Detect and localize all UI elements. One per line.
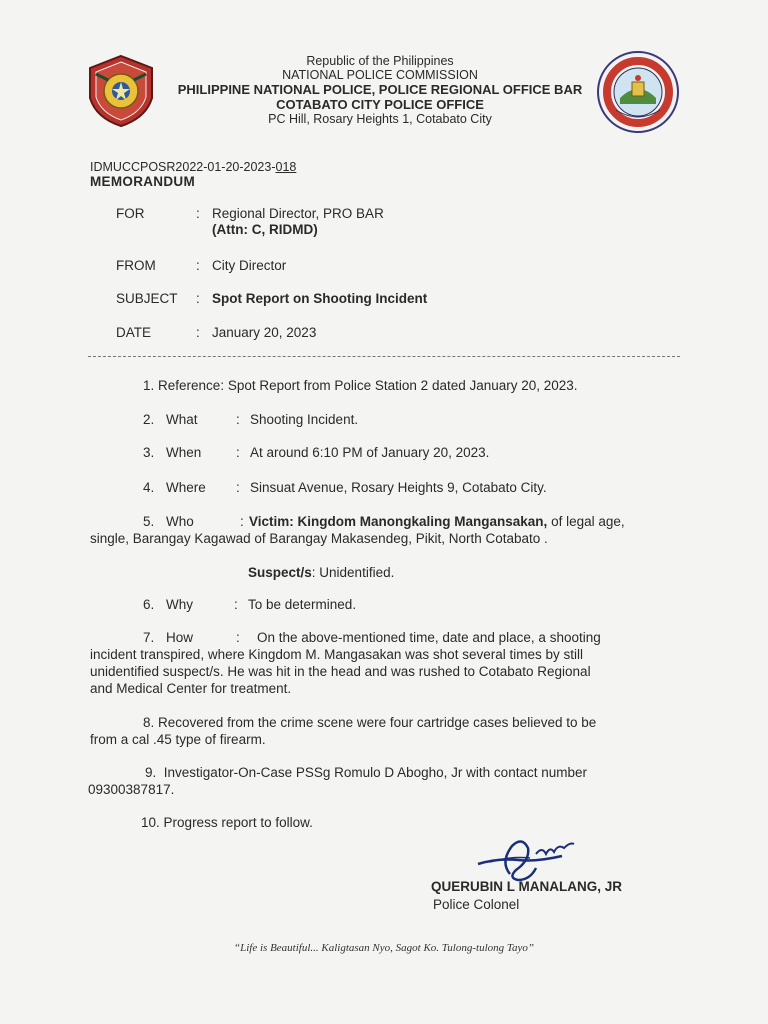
paragraph-1-number: 1.	[143, 378, 155, 393]
paragraph-4-label: Where	[166, 480, 206, 495]
victim-age: of legal age,	[551, 514, 625, 529]
paragraph-8-text: Recovered from the crime scene were four cartridge cases believed to be	[158, 715, 597, 730]
date-colon: :	[196, 325, 200, 340]
paragraph-3-colon: :	[236, 445, 240, 460]
for-attention: (Attn: C, RIDMD)	[212, 222, 318, 237]
paragraph-1-text: Spot Report from Police Station 2 dated January 20, 2023.	[227, 378, 578, 393]
for-value: Regional Director, PRO BAR	[212, 206, 384, 221]
paragraph-9-line-1	[145, 764, 587, 781]
paragraph-5-second-line: single, Barangay Kagawad of Barangay Makasendeg, Pikit, North Cotabato .	[90, 531, 548, 546]
victim-name: Victim: Kingdom Manongkaling Mangansakan,	[249, 514, 548, 529]
paragraph-4-number: 4.	[143, 480, 155, 495]
document-number-prefix: IDMUCCPOSR2022-01-20-2023-	[90, 160, 276, 174]
paragraph-7-line-1: On the above-mentioned time, date and place, a shooting	[257, 630, 601, 645]
paragraph-9-line-2: 09300387817.	[88, 782, 175, 797]
suspect-line	[248, 564, 394, 581]
paragraph-3-label: When	[166, 445, 202, 460]
paragraph-8-line-1	[143, 714, 596, 731]
paragraph-10-text: Progress report to follow.	[163, 815, 313, 830]
paragraph-3-number: 3.	[143, 445, 155, 460]
header-napolcom: NATIONAL POLICE COMMISSION	[282, 68, 478, 82]
header-office: COTABATO CITY POLICE OFFICE	[276, 97, 484, 112]
suspect-label: Suspect/s	[248, 565, 312, 580]
footer-motto: “Life is Beautiful... Kaligtasan Nyo, Sagot Ko. Tulong-tulong Tayo”	[234, 942, 534, 954]
header-republic: Republic of the Philippines	[306, 54, 454, 68]
paragraph-6-text: To be determined.	[248, 597, 357, 612]
memorandum-title: MEMORANDUM	[90, 174, 195, 189]
from-colon: :	[196, 258, 200, 273]
paragraph-9-text: Investigator-On-Case PSSg Romulo D Abogho, Jr with contact number	[163, 765, 587, 780]
paragraph-5-label: Who	[166, 514, 194, 529]
paragraph-1-label: Reference:	[158, 378, 225, 393]
paragraph-5-number: 5.	[143, 514, 155, 529]
header-divider	[88, 356, 680, 357]
pnp-seal-icon	[86, 54, 156, 128]
paragraph-10-number: 10.	[141, 815, 160, 830]
paragraph-7-colon: :	[236, 630, 240, 645]
paragraph-2-number: 2.	[143, 412, 155, 427]
from-value: City Director	[212, 258, 287, 273]
paragraph-5-first-line	[249, 513, 625, 530]
paragraph-8-line-2: from a cal .45 type of firearm.	[90, 732, 266, 747]
subject-label: SUBJECT	[116, 291, 178, 306]
document-number-suffix: 018	[275, 160, 297, 174]
paragraph-6-colon: :	[234, 597, 238, 612]
paragraph-6-label: Why	[166, 597, 193, 612]
paragraph-2-label: What	[166, 412, 198, 427]
paragraph-8-number: 8.	[143, 715, 155, 730]
paragraph-7-number: 7.	[143, 630, 155, 645]
paragraph-7-label: How	[166, 630, 194, 645]
paragraph-3-text: At around 6:10 PM of January 20, 2023.	[250, 445, 490, 460]
from-label: FROM	[116, 258, 156, 273]
paragraph-6-number: 6.	[143, 597, 155, 612]
date-value: January 20, 2023	[212, 325, 317, 340]
subject-colon: :	[196, 291, 200, 306]
paragraph-9-number: 9.	[145, 765, 157, 780]
for-colon: :	[196, 206, 200, 221]
date-label: DATE	[116, 325, 152, 340]
suspect-value: : Unidentified.	[311, 565, 395, 580]
header-pnp-pro: PHILIPPINE NATIONAL POLICE, POLICE REGIONAL OFFICE BAR	[177, 82, 583, 97]
for-label: FOR	[116, 206, 145, 221]
signatory-rank: Police Colonel	[433, 897, 520, 912]
paragraph-2-colon: :	[236, 412, 240, 427]
paragraph-5-colon: :	[240, 514, 244, 529]
cotabato-police-seal-icon	[596, 50, 680, 134]
signatory-name: QUERUBIN L MANALANG, JR	[431, 879, 623, 894]
paragraph-7-line-3: unidentified suspect/s. He was hit in the head and was rushed to Cotabato Regional	[90, 664, 591, 679]
subject-value: Spot Report on Shooting Incident	[212, 291, 428, 306]
document-number	[90, 160, 296, 174]
paragraph-4-colon: :	[236, 480, 240, 495]
header-address: PC Hill, Rosary Heights 1, Cotabato City	[268, 112, 492, 126]
paragraph-2-text: Shooting Incident.	[250, 412, 359, 427]
paragraph-1	[143, 377, 578, 394]
paragraph-7-line-4: and Medical Center for treatment.	[90, 681, 292, 696]
paragraph-4-text: Sinsuat Avenue, Rosary Heights 9, Cotabato City.	[250, 480, 547, 495]
paragraph-7-line-2: incident transpired, where Kingdom M. Mangasakan was shot several times by still	[90, 647, 583, 662]
paragraph-10	[141, 814, 313, 831]
